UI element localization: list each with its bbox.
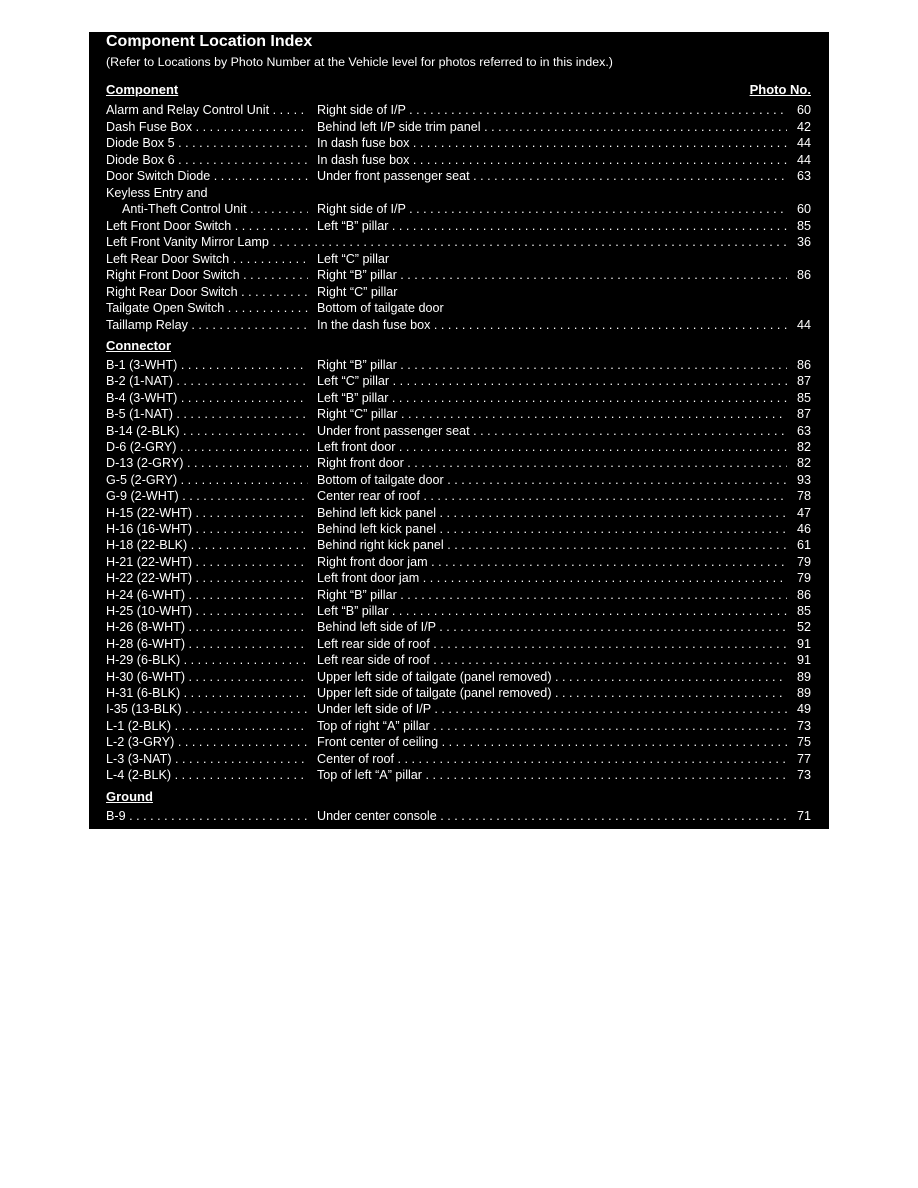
index-row [106, 234, 811, 250]
index-row [106, 119, 811, 135]
component-location: In dash fuse box . . . [317, 152, 787, 168]
connector-id: I-35 (13-BLK) . . . [106, 701, 308, 717]
index-row [106, 201, 811, 217]
photo-number: 85 [796, 218, 811, 233]
component-location: Right side of I/P . . . [317, 201, 787, 217]
index-row [106, 423, 811, 439]
index-row [106, 505, 811, 521]
connector-location: Left rear side of roof . . . [317, 652, 787, 668]
index-row [106, 685, 811, 701]
connector-id: D-13 (2-GRY) . . . [106, 455, 308, 471]
connector-id: H-16 (16-WHT) . . . [106, 521, 308, 537]
connector-location: Behind left kick panel . . . [317, 521, 787, 537]
connector-location: Upper left side of tailgate (panel removed) . . . [317, 669, 787, 685]
photo-number: 89 [796, 686, 811, 700]
photo-number: 63 [796, 423, 811, 438]
connector-id: B-2 (1-NAT) . . . [106, 373, 308, 389]
component-location: Behind left I/P side trim panel . . . [317, 119, 787, 135]
component-column-header: Component [106, 82, 179, 97]
connector-location: Left “B” pillar . . . [317, 390, 787, 406]
component-location: Bottom of tailgate door [317, 301, 444, 315]
component-name: Dash Fuse Box . . . [106, 119, 308, 135]
index-row [106, 808, 811, 824]
connector-id: H-25 (10-WHT) . . . [106, 603, 308, 619]
connector-location: Left “C” pillar . . . [317, 373, 787, 389]
connector-id: B-14 (2-BLK) . . . [106, 423, 308, 439]
connector-location: Under front passenger seat . . . [317, 423, 787, 439]
component-location: Right “B” pillar . . . [317, 267, 787, 283]
photo-number: 93 [796, 472, 811, 487]
photo-number: 47 [796, 505, 811, 520]
component-location-index [89, 32, 829, 829]
index-row [106, 619, 811, 635]
photo-number: 60 [796, 103, 811, 117]
component-location: Left “C” pillar [317, 251, 390, 266]
photo-number: 82 [796, 440, 811, 454]
connector-location: Left rear side of roof . . . [317, 636, 787, 652]
index-row [106, 390, 811, 406]
index-row [106, 636, 811, 652]
photo-number: 79 [796, 571, 811, 586]
index-row [106, 718, 811, 734]
connector-id: H-31 (6-BLK) . . . [106, 685, 308, 701]
photo-number: 89 [796, 669, 811, 684]
index-row [106, 300, 811, 316]
photo-number: 49 [796, 702, 811, 717]
index-row [106, 406, 811, 422]
index-row [106, 439, 811, 455]
page-subtitle: (Refer to Locations by Photo Number at the Vehicle level for photos referred to in this index.) [106, 55, 613, 69]
index-row [106, 267, 811, 283]
photo-number: 85 [796, 390, 811, 405]
connector-id: H-22 (22-WHT) . . . [106, 570, 308, 586]
index-row [106, 317, 811, 333]
connector-id: D-6 (2-GRY) . . . [106, 439, 308, 455]
connector-location: Behind left kick panel . . . [317, 505, 787, 521]
component-name: Left Front Vanity Mirror Lamp . . . [106, 234, 787, 250]
index-row [106, 554, 811, 570]
index-row [106, 521, 811, 537]
connector-id: B-5 (1-NAT) . . . [106, 406, 308, 422]
photo-number: 52 [796, 620, 811, 635]
component-name: Left Rear Door Switch . . . [106, 251, 308, 267]
photo-number: 46 [796, 522, 811, 536]
connector-location: Right front door jam . . . [317, 554, 787, 570]
photo-number: 36 [796, 235, 811, 249]
photo-number: 71 [796, 809, 811, 823]
connector-id: B-4 (3-WHT) . . . [106, 390, 308, 406]
component-location: Right side of I/P . . . [317, 102, 787, 118]
component-name: Diode Box 5 . . . [106, 135, 308, 151]
component-location: Under front passenger seat . . . [317, 168, 787, 184]
index-row [106, 185, 811, 201]
photo-number: 86 [796, 268, 811, 282]
connector-location: Top of left “A” pillar . . . [317, 767, 787, 783]
connector-id: H-24 (6-WHT) . . . [106, 587, 308, 603]
index-row [106, 455, 811, 471]
index-row [106, 488, 811, 504]
photo-number: 75 [796, 735, 811, 750]
index-row [106, 701, 811, 717]
connector-id: B-1 (3-WHT) . . . [106, 357, 308, 373]
component-name: Right Front Door Switch . . . [106, 267, 308, 283]
connector-id: G-5 (2-GRY) . . . [106, 472, 308, 488]
connector-section-title: Connector [106, 338, 171, 353]
connector-id: H-30 (6-WHT) . . . [106, 669, 308, 685]
index-row [106, 767, 811, 783]
index-row [106, 472, 811, 488]
connector-id: H-28 (6-WHT) . . . [106, 636, 308, 652]
connector-location: Behind left side of I/P . . . [317, 619, 787, 635]
index-row [106, 652, 811, 668]
component-location: In the dash fuse box . . . [317, 317, 787, 333]
connector-location: Right front door . . . [317, 455, 787, 471]
photo-number: 87 [796, 374, 811, 389]
index-row [106, 168, 811, 184]
connector-id: H-29 (6-BLK) . . . [106, 652, 308, 668]
photo-number: 61 [796, 538, 811, 553]
component-name: Taillamp Relay . . . [106, 317, 308, 333]
photo-number: 86 [796, 587, 811, 602]
connector-location: Behind right kick panel . . . [317, 537, 787, 553]
connector-id: L-2 (3-GRY) . . . [106, 734, 308, 750]
component-location: Right “C” pillar [317, 284, 398, 299]
connector-location: Under left side of I/P . . . [317, 701, 787, 717]
component-name: Tailgate Open Switch . . . [106, 300, 308, 316]
connector-location: Left front door jam . . . [317, 570, 787, 586]
photo-number: 44 [796, 317, 811, 332]
index-row [106, 284, 811, 300]
component-location: Left “B” pillar . . . [317, 218, 787, 234]
photo-number: 73 [796, 768, 811, 782]
connector-location: Right “B” pillar . . . [317, 357, 787, 373]
connector-location: Left front door . . . [317, 439, 787, 455]
connector-id: L-3 (3-NAT) . . . [106, 751, 308, 767]
connector-location: Right “B” pillar . . . [317, 587, 787, 603]
connector-location: Upper left side of tailgate (panel removed) . . . [317, 685, 787, 701]
index-row [106, 218, 811, 234]
component-name: Keyless Entry and [106, 185, 208, 200]
connector-location: Top of right “A” pillar . . . [317, 718, 787, 734]
ground-section-title: Ground [106, 789, 153, 804]
photo-column-header: Photo No. [749, 82, 811, 97]
connector-id: L-4 (2-BLK) . . . [106, 767, 308, 783]
connector-location: Center rear of roof . . . [317, 488, 787, 504]
index-row [106, 373, 811, 389]
photo-number: 73 [796, 718, 811, 733]
index-row [106, 734, 811, 750]
photo-number: 77 [796, 751, 811, 766]
index-row [106, 570, 811, 586]
photo-number: 42 [796, 119, 811, 134]
connector-location: Left “B” pillar . . . [317, 603, 787, 619]
connector-id: H-15 (22-WHT) . . . [106, 505, 308, 521]
photo-number: 44 [796, 152, 811, 167]
component-name: Right Rear Door Switch . . . [106, 284, 308, 300]
page-title: Component Location Index [106, 33, 313, 50]
photo-number: 91 [796, 636, 811, 651]
component-name: Alarm and Relay Control Unit . . . [106, 102, 308, 118]
photo-number: 87 [796, 407, 811, 422]
connector-location: Bottom of tailgate door . . . [317, 472, 787, 488]
index-row [106, 751, 811, 767]
connector-id: L-1 (2-BLK) . . . [106, 718, 308, 734]
index-row [106, 152, 811, 168]
ground-location: Under center console . . . [317, 808, 787, 824]
photo-number: 60 [796, 202, 811, 216]
index-row [106, 135, 811, 151]
index-row [106, 251, 811, 267]
component-location: In dash fuse box . . . [317, 135, 787, 151]
component-name: Left Front Door Switch . . . [106, 218, 308, 234]
ground-id: B-9 . . . [106, 808, 308, 824]
photo-number: 86 [796, 358, 811, 372]
index-row [106, 357, 811, 373]
photo-number: 63 [796, 169, 811, 183]
connector-id: H-18 (22-BLK) . . . [106, 537, 308, 553]
connector-location: Front center of ceiling . . . [317, 734, 787, 750]
index-row [106, 102, 811, 118]
connector-id: G-9 (2-WHT) . . . [106, 488, 308, 504]
connector-id: H-26 (8-WHT) . . . [106, 619, 308, 635]
photo-number: 79 [796, 554, 811, 569]
connector-location: Center of roof . . . [317, 751, 787, 767]
component-name: Diode Box 6 . . . [106, 152, 308, 168]
index-row [106, 587, 811, 603]
component-name: Door Switch Diode . . . [106, 168, 308, 184]
index-row [106, 537, 811, 553]
component-name: Anti-Theft Control Unit . . . [122, 201, 308, 217]
photo-number: 44 [796, 136, 811, 150]
index-row [106, 603, 811, 619]
connector-id: H-21 (22-WHT) . . . [106, 554, 308, 570]
index-row [106, 669, 811, 685]
photo-number: 78 [796, 489, 811, 504]
photo-number: 85 [796, 604, 811, 618]
connector-location: Right “C” pillar . . . [317, 406, 787, 422]
photo-number: 91 [796, 653, 811, 668]
photo-number: 82 [796, 456, 811, 471]
